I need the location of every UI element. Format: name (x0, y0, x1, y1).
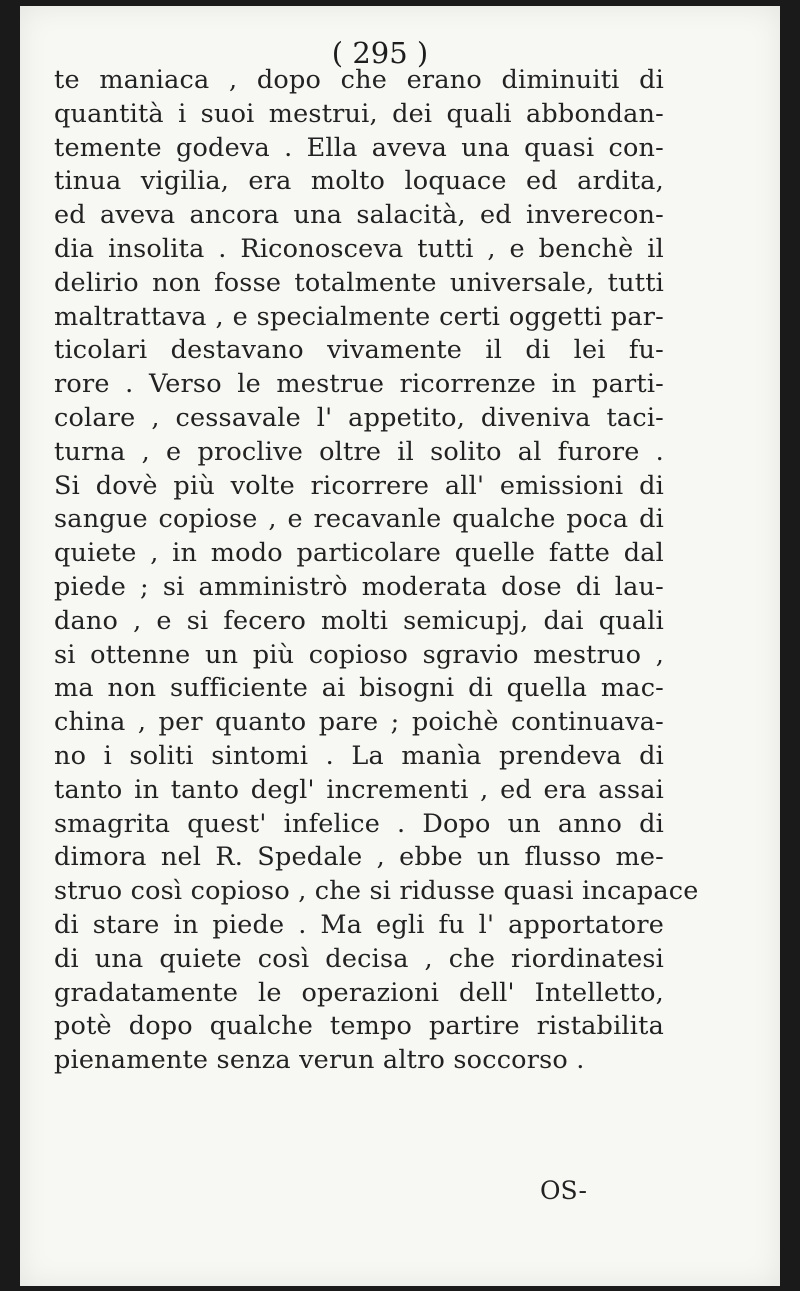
text-line: dimora nel R. Spedale , ebbe un flusso me- (54, 842, 664, 873)
text-line: ma non sufficiente ai bisogni di quella mac- (54, 673, 664, 704)
text-line: smagrita quest' infelice . Dopo un anno di (54, 808, 664, 839)
text-line: ticolari destavano vivamente il di lei fu- (54, 335, 664, 366)
text-line: piede ; si amministrò moderata dose di lau- (54, 571, 664, 602)
catchword: OS- (540, 1176, 587, 1205)
text-line: si ottenne un più copioso sgravio mestruo , (54, 639, 664, 670)
book-page (20, 6, 780, 1286)
body-text (54, 64, 699, 1078)
text-line: dano , e si fecero molti semicupj, dai quali (54, 605, 664, 636)
text-line: quantità i suoi mestrui, dei quali abbondan- (54, 98, 664, 129)
page-number: ( 295 ) (331, 36, 429, 70)
text-line: china , per quanto pare ; poichè continuava- (54, 707, 664, 738)
text-line: maltrattava , e specialmente certi oggetti par- (54, 301, 664, 332)
text-line: pienamente senza verun altro soccorso . (54, 1045, 585, 1076)
text-line: no i soliti sintomi . La manìa prendeva di (54, 740, 664, 771)
text-line: ed aveva ancora una salacità, ed inverecon- (54, 200, 664, 231)
text-line: te maniaca , dopo che erano diminuiti di (54, 65, 664, 95)
text-line: gradatamente le operazioni dell' Intelletto, (54, 977, 664, 1008)
text-line: potè dopo qualche tempo partire ristabilita (54, 1011, 664, 1042)
text-line: di una quiete così decisa , che riordinatesi (54, 943, 664, 974)
text-line: quiete , in modo particolare quelle fatte dal (54, 538, 664, 569)
text-line: colare , cessavale l' appetito, diveniva taci- (54, 402, 664, 433)
text-line: delirio non fosse totalmente universale, tutti (54, 267, 664, 298)
text-line: temente godeva . Ella aveva una quasi con- (54, 132, 664, 163)
text-line: tanto in tanto degl' incrementi , ed era assai (54, 774, 664, 805)
text-line: struo così copioso , che si ridusse quasi incapace (54, 876, 699, 907)
text-line: di stare in piede . Ma egli fu l' apportatore (54, 909, 664, 940)
text-line: Si dovè più volte ricorrere all' emissioni di (54, 470, 664, 501)
text-line: sangue copiose , e recavanle qualche poca di (54, 504, 664, 535)
text-line: dia insolita . Riconosceva tutti , e benchè il (54, 233, 664, 264)
text-line: rore . Verso le mestrue ricorrenze in parti- (54, 369, 664, 400)
text-line: turna , e proclive oltre il solito al furore . (54, 436, 664, 467)
text-line: tinua vigilia, era molto loquace ed ardita, (54, 166, 664, 197)
